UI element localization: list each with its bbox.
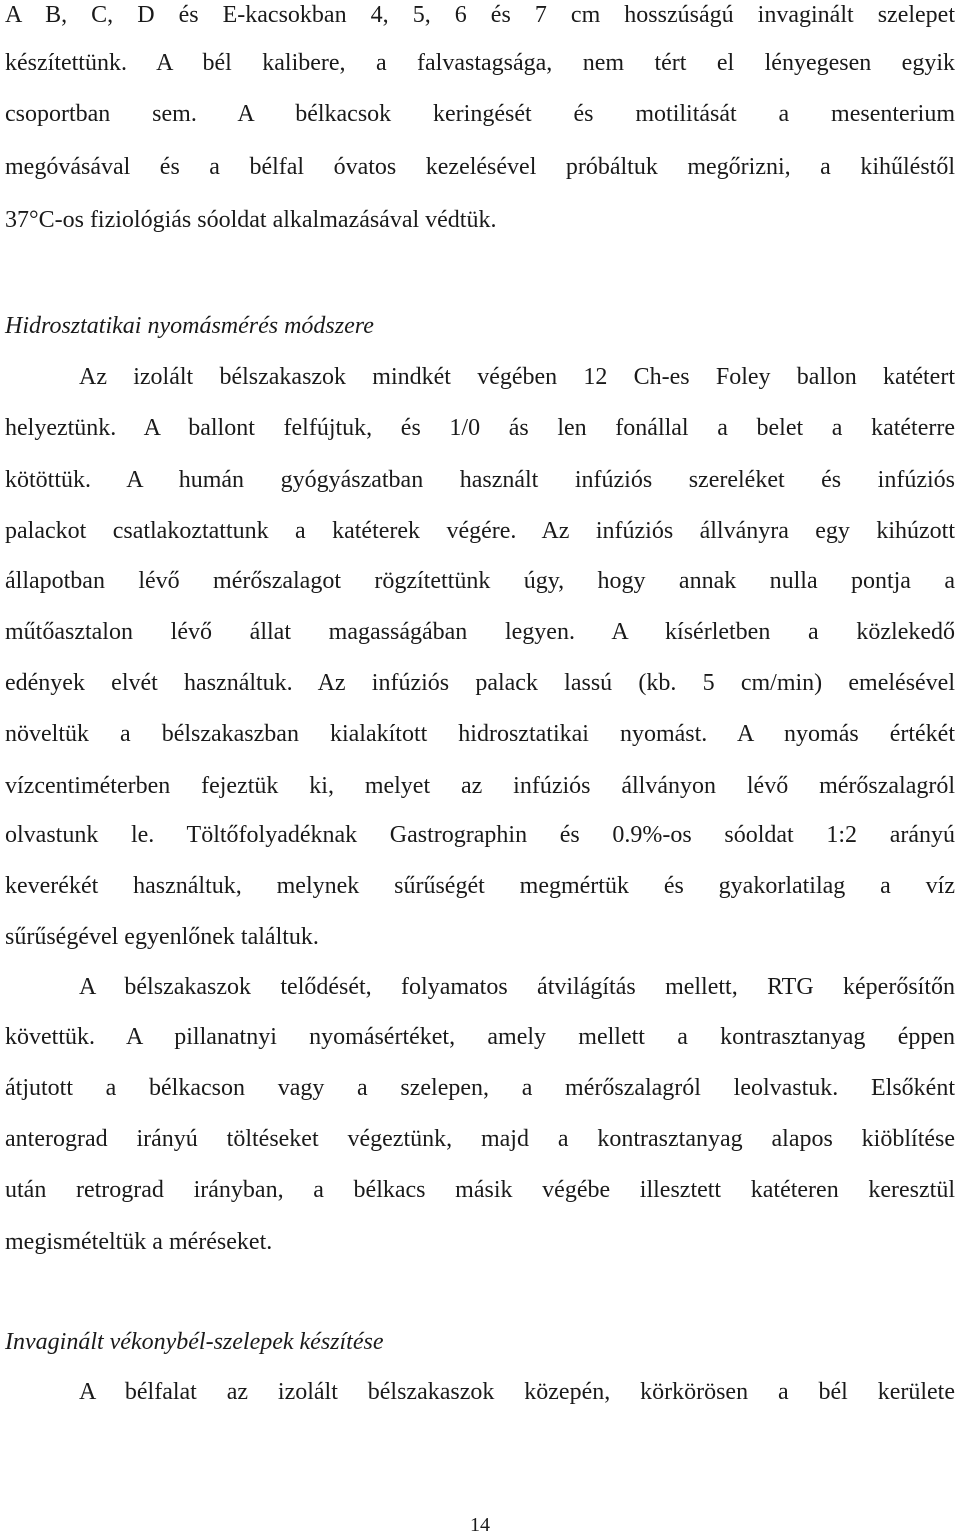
text-line: növeltük a bélszakaszban kialakított hidrosztatikai nyomást. A nyomás értékét <box>5 721 955 747</box>
text-line: olvastunk le. Töltőfolyadéknak Gastrographin és 0.9%-os sóoldat 1:2 arányú <box>5 822 955 848</box>
text-line: után retrograd irányban, a bélkacs másik végébe illesztett katéteren keresztül <box>5 1177 955 1203</box>
page-number: 14 <box>470 1514 490 1536</box>
text-line: sűrűségével egyenlőnek találtuk. <box>5 924 319 950</box>
text-line: műtőasztalon lévő állat magasságában legyen. A kísérletben a közlekedő <box>5 619 955 645</box>
text-line: állapotban lévő mérőszalagot rögzítettünk úgy, hogy annak nulla pontja a <box>5 568 955 594</box>
text-line: A B, C, D és E-kacsokban 4, 5, 6 és 7 cm hosszúságú invaginált szelepet <box>5 2 955 28</box>
text-line: Az izolált bélszakaszok mindkét végében 12 Ch-es Foley ballon katétert <box>79 364 955 390</box>
section-heading: Invaginált vékonybél-szelepek készítése <box>5 1329 384 1355</box>
text-line: csoportban sem. A bélkacsok keringését és motilitását a mesenterium <box>5 101 955 127</box>
text-line: 37°C-os fiziológiás sóoldat alkalmazásával védtük. <box>5 207 497 233</box>
text-line: megismételtük a méréseket. <box>5 1229 273 1255</box>
text-line: A bélfalat az izolált bélszakaszok közepén, körkörösen a bél kerülete <box>79 1379 955 1405</box>
text-line: követtük. A pillanatnyi nyomásértéket, amely mellett a kontrasztanyag éppen <box>5 1024 955 1050</box>
text-line: anterograd irányú töltéseket végeztünk, majd a kontrasztanyag alapos kiöblítése <box>5 1126 955 1152</box>
text-line: készítettünk. A bél kalibere, a falvastagsága, nem tért el lényegesen egyik <box>5 50 955 76</box>
section-heading: Hidrosztatikai nyomásmérés módszere <box>5 313 374 339</box>
text-line: helyeztünk. A ballont felfújtuk, és 1/0 ás len fonállal a belet a katéterre <box>5 415 955 441</box>
text-line: vízcentiméterben fejeztük ki, melyet az infúziós állványon lévő mérőszalagról <box>5 773 955 799</box>
text-line: keverékét használtuk, melynek sűrűségét megmértük és gyakorlatilag a víz <box>5 873 955 899</box>
text-line: megóvásával és a bélfal óvatos kezelésével próbáltuk megőrizni, a kihűléstől <box>5 154 955 180</box>
text-line: átjutott a bélkacson vagy a szelepen, a mérőszalagról leolvastuk. Elsőként <box>5 1075 955 1101</box>
text-line: A bélszakaszok telődését, folyamatos átvilágítás mellett, RTG képerősítőn <box>79 974 955 1000</box>
text-line: palackot csatlakoztattunk a katéterek végére. Az infúziós állványra egy kihúzott <box>5 518 955 544</box>
text-line: kötöttük. A humán gyógyászatban használt infúziós szereléket és infúziós <box>5 467 955 493</box>
text-line: edények elvét használtuk. Az infúziós palack lassú (kb. 5 cm/min) emelésével <box>5 670 955 696</box>
